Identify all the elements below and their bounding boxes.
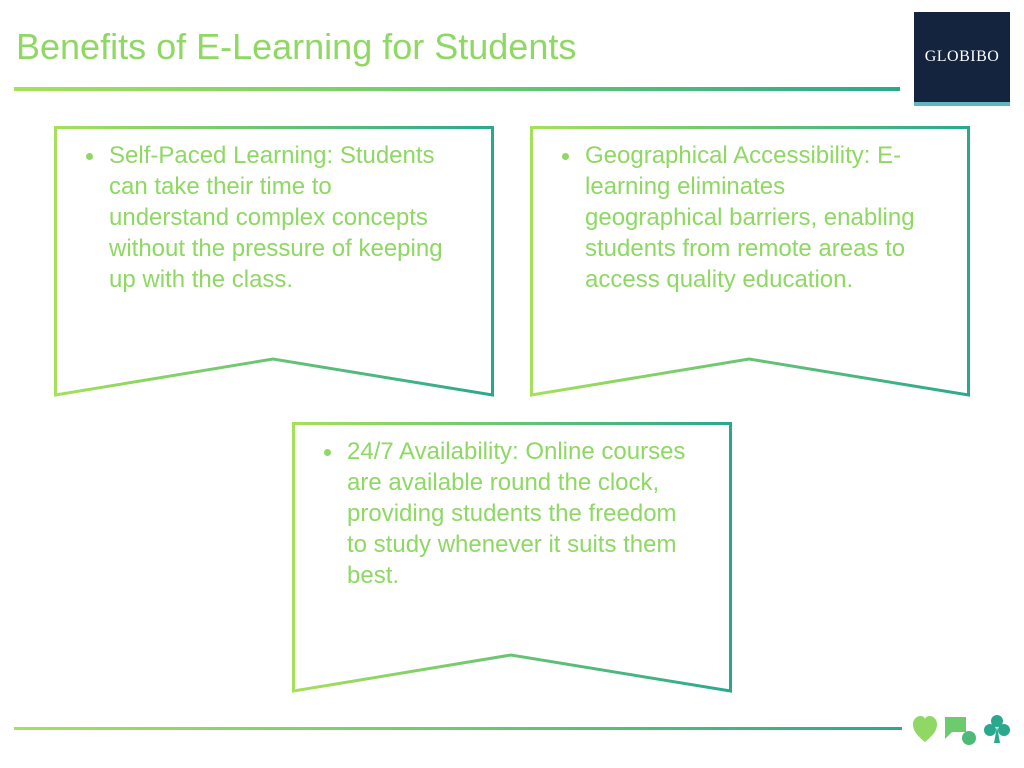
footer-divider bbox=[14, 727, 902, 730]
heart-icon bbox=[913, 716, 937, 742]
benefit-card-self-paced bbox=[54, 126, 494, 398]
benefit-text: Geographical Accessibility: E-learning eliminates geographical barriers, enabling students from remote areas to access quality education. bbox=[559, 140, 929, 295]
benefit-text: Self-Paced Learning: Students can take their time to understand complex concepts without the pressure of keeping up with the class. bbox=[83, 140, 453, 295]
logo-text: GLOBIBO bbox=[924, 48, 1000, 65]
benefit-text: 24/7 Availability: Online courses are available round the clock, providing students the freedom to study whenever it suits them best. bbox=[321, 436, 691, 591]
footer-icons bbox=[912, 712, 1012, 746]
title-divider bbox=[14, 87, 900, 91]
club-icon bbox=[984, 715, 1010, 743]
benefit-card-geographical bbox=[530, 126, 970, 398]
slide-title: Benefits of E-Learning for Students bbox=[16, 26, 577, 67]
benefit-card-availability bbox=[292, 422, 732, 694]
chat-bubble-icon bbox=[945, 717, 976, 745]
globibo-logo bbox=[914, 12, 1010, 106]
